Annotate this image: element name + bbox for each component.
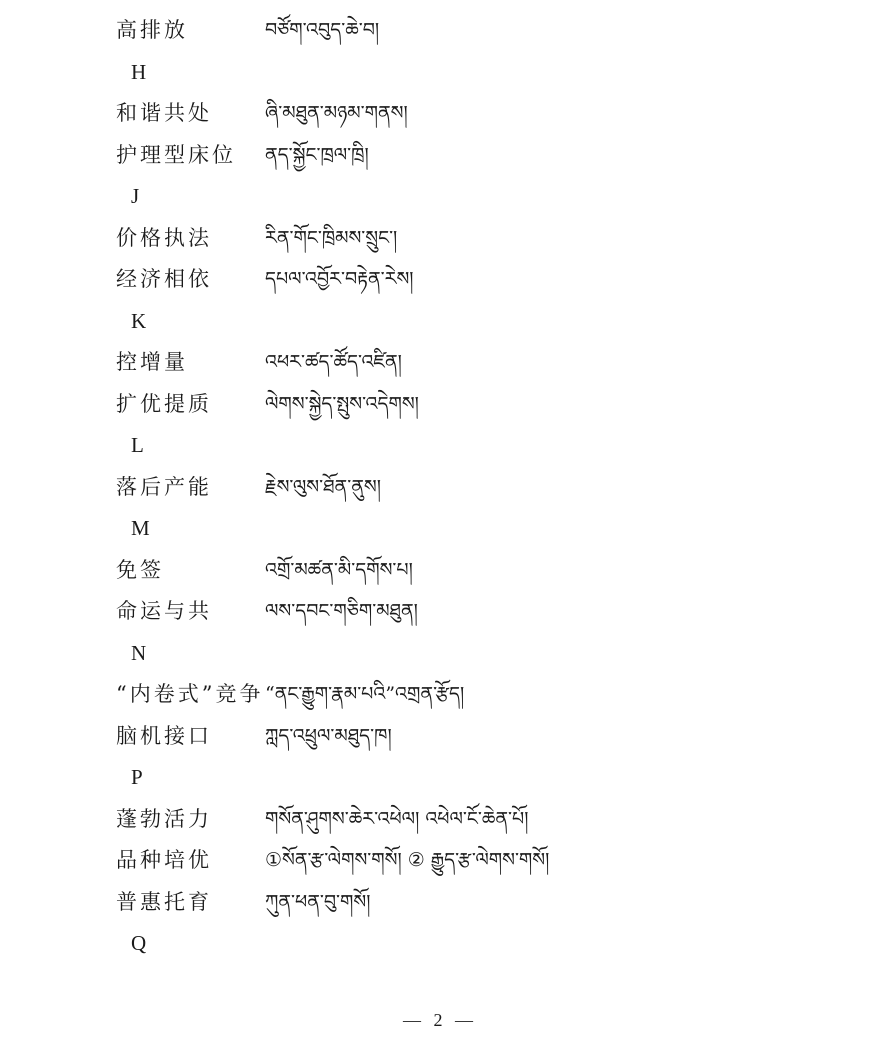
section-letter: H — [131, 60, 147, 84]
section-letter: N — [131, 641, 147, 665]
chinese-term: “内卷式”竞争 — [116, 682, 264, 706]
glossary-entry — [0, 799, 880, 839]
tibetan-translation: རྗེས་ལུས་ཐོན་ནུས། — [265, 476, 381, 498]
tibetan-translation: ཀུན་ཕན་བུ་གསོ། — [265, 891, 371, 913]
tibetan-translation: ལེགས་སྐྱེད་སྤུས་འདེགས། — [265, 393, 419, 415]
chinese-term: 普惠托育 — [116, 890, 212, 914]
glossary-entry — [0, 467, 880, 507]
chinese-term: 蓬勃活力 — [116, 807, 212, 831]
glossary-entry — [0, 882, 880, 922]
section-letter: Q — [131, 931, 147, 955]
section-letter: J — [131, 184, 140, 208]
section-letter: K — [131, 309, 147, 333]
glossary-entry — [0, 550, 880, 590]
chinese-term: 脑机接口 — [116, 724, 212, 748]
chinese-term: 落后产能 — [116, 475, 212, 499]
chinese-term: 和谐共处 — [116, 101, 212, 125]
glossary-entry — [0, 840, 880, 880]
tibetan-translation: འགྲོ་མཚན་མི་དགོས་པ། — [265, 559, 413, 581]
tibetan-translation: “ནང་རྒྱུག་རྣམ་པའི”འགྲན་རྩོད། — [265, 683, 465, 705]
chinese-term: 高排放 — [116, 18, 188, 42]
tibetan-translation: བཙོག་འབུད་ཆེ་བ། — [265, 19, 380, 41]
section-letter: P — [131, 765, 143, 789]
chinese-term: 免签 — [116, 558, 164, 582]
section-letter: L — [131, 433, 144, 457]
glossary-entry — [0, 591, 880, 631]
tibetan-translation: གསོན་ཤུགས་ཆེར་འཕེལ། འཕེལ་ངོ་ཆེན་པོ། — [265, 808, 529, 830]
chinese-term: 品种培优 — [116, 848, 212, 872]
glossary-entry — [0, 384, 880, 424]
glossary-entry — [0, 259, 880, 299]
section-letter: M — [131, 516, 150, 540]
tibetan-translation: ①སོན་རྩ་ལེགས་གསོ། ② རྒྱུད་རྩ་ལེགས་གསོ། — [265, 849, 550, 871]
glossary-entry — [0, 674, 880, 714]
tibetan-translation: ལས་དབང་གཅིག་མཐུན། — [265, 600, 418, 622]
chinese-term: 控增量 — [116, 350, 188, 374]
tibetan-translation: འཕར་ཚད་ཚོད་འཛིན། — [265, 351, 402, 373]
tibetan-translation: རིན་གོང་ཁྲིམས་སྲུང་། — [265, 227, 398, 249]
chinese-term: 经济相依 — [116, 267, 212, 291]
glossary-entry — [0, 716, 880, 756]
chinese-term: 护理型床位 — [116, 143, 236, 167]
tibetan-translation: ནད་སྐྱོང་ཁྲལ་ཁྲི། — [265, 144, 369, 166]
chinese-term: 扩优提质 — [116, 392, 212, 416]
glossary-entry — [0, 218, 880, 258]
tibetan-translation: ཞི་མཐུན་མཉམ་གནས། — [265, 102, 408, 124]
glossary-entry — [0, 10, 880, 50]
tibetan-translation: ཀླད་འཕྲུལ་མཐུད་ཁ། — [265, 725, 392, 747]
chinese-term: 价格执法 — [116, 226, 212, 250]
chinese-term: 命运与共 — [116, 599, 212, 623]
glossary-entry — [0, 135, 880, 175]
glossary-entry — [0, 342, 880, 382]
page-number: — 2 — — [403, 1010, 477, 1030]
tibetan-translation: དཔལ་འབྱོར་བརྟེན་རེས། — [265, 268, 414, 290]
glossary-entry — [0, 93, 880, 133]
